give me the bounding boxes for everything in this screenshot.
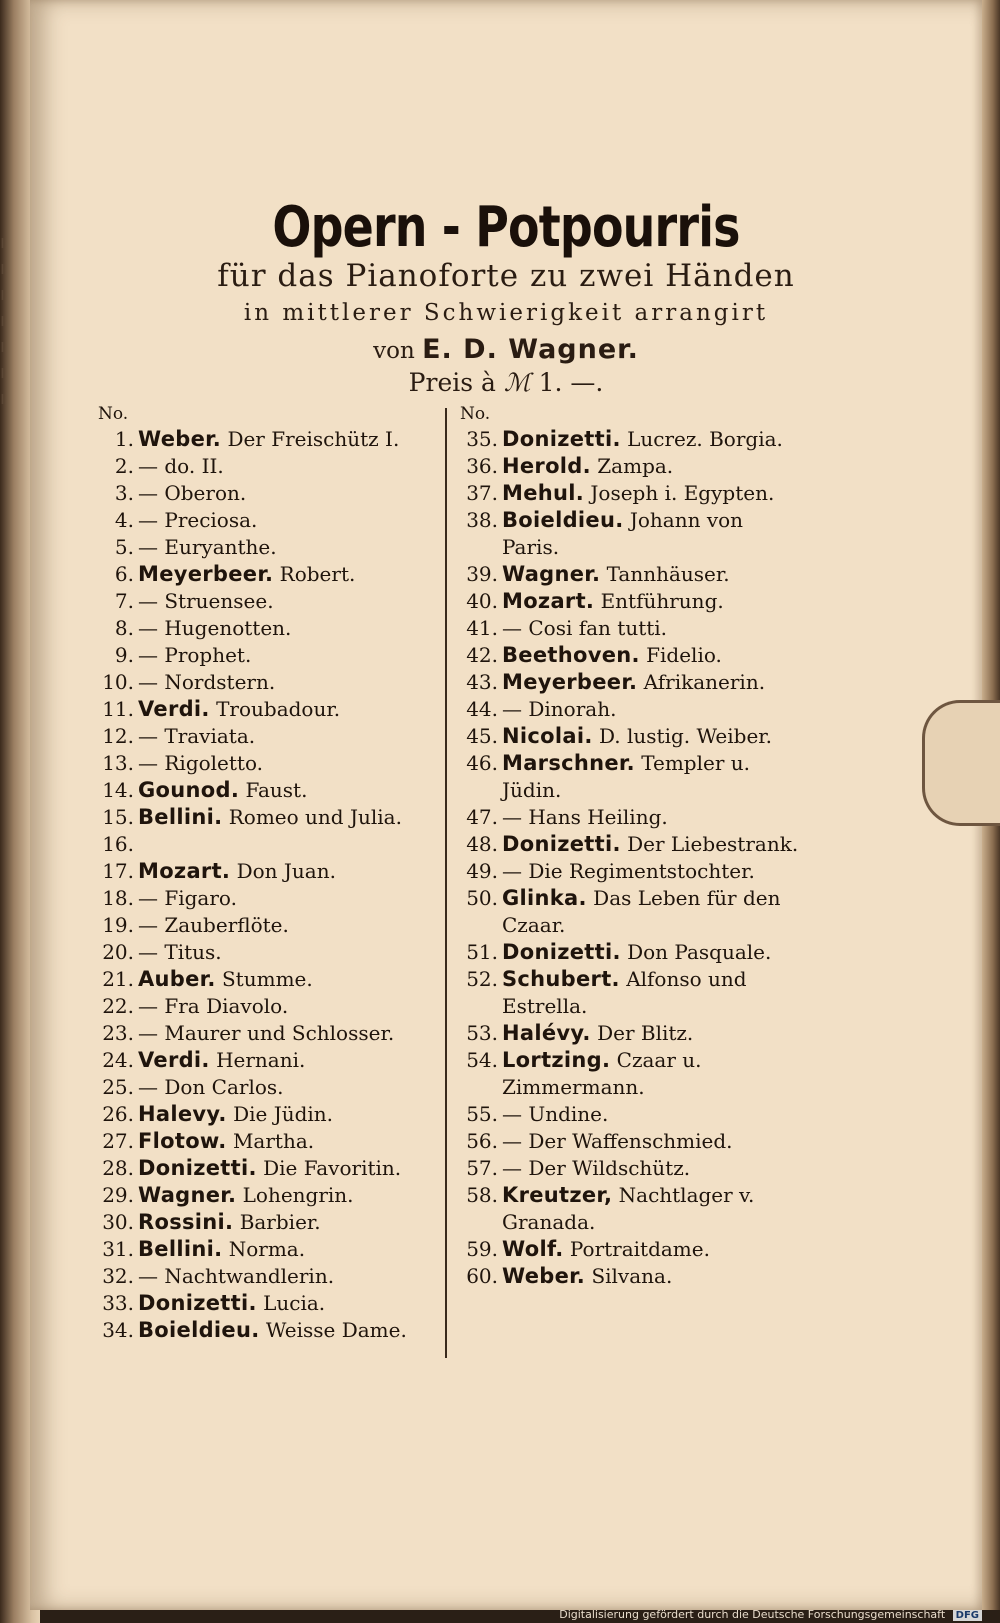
opera-title: — Undine. xyxy=(502,1102,609,1126)
list-item xyxy=(86,1290,441,1317)
list-item xyxy=(86,966,441,993)
opera-title: Robert. xyxy=(279,562,356,586)
composer-name: Mozart. xyxy=(138,859,231,883)
list-item xyxy=(86,1317,441,1344)
list-item xyxy=(86,534,441,561)
entry-text xyxy=(502,1020,800,1047)
entry-text xyxy=(502,1236,800,1263)
list-item xyxy=(86,615,441,642)
entry-number: 49. xyxy=(466,859,498,883)
list-item xyxy=(450,426,800,453)
entry-text xyxy=(502,723,800,750)
list-item xyxy=(86,1047,441,1074)
margin-marks: ı ı ı ı ı ı ı xyxy=(0,232,6,409)
opera-title: — Figaro. xyxy=(138,886,237,910)
composer-name: Verdi. xyxy=(138,1048,210,1072)
book-tab-icon xyxy=(922,700,1000,826)
entry-text xyxy=(138,723,441,750)
list-item xyxy=(450,723,800,750)
list-item xyxy=(86,642,441,669)
composer-name: Meyerbeer. xyxy=(138,562,274,586)
entry-text xyxy=(502,588,800,615)
entry-number: 10. xyxy=(102,670,134,694)
opera-title: Lucrez. Borgia. xyxy=(627,427,783,451)
entry-number: 50. xyxy=(466,886,498,910)
opera-title: — Hugenotten. xyxy=(138,616,292,640)
entry-text xyxy=(138,507,441,534)
opera-title: Barbier. xyxy=(239,1210,321,1234)
opera-title: — Traviata. xyxy=(138,724,256,748)
entry-text xyxy=(502,1155,800,1182)
right-list xyxy=(450,426,800,1290)
entry-number: 47. xyxy=(466,805,498,829)
entry-text xyxy=(138,1209,441,1236)
opera-title: Zampa. xyxy=(597,454,674,478)
list-item xyxy=(86,804,441,831)
entry-text xyxy=(138,966,441,993)
price xyxy=(30,368,982,397)
entry-text xyxy=(138,993,441,1020)
entry-number: 53. xyxy=(466,1021,498,1045)
list-item xyxy=(450,1020,800,1047)
entry-number: 48. xyxy=(466,832,498,856)
list-item xyxy=(86,426,441,453)
entry-number: 32. xyxy=(102,1264,134,1288)
opera-title: Don Juan. xyxy=(236,859,336,883)
entry-number: 56. xyxy=(466,1129,498,1153)
list-item xyxy=(450,858,800,885)
price-prefix: Preis à xyxy=(408,368,496,397)
list-item xyxy=(450,669,800,696)
list-item xyxy=(86,1020,441,1047)
opera-title: Czaar u. Zimmermann. xyxy=(502,1048,702,1099)
list-item xyxy=(86,1236,441,1263)
list-item xyxy=(450,642,800,669)
entry-number: 4. xyxy=(114,508,134,532)
list-item xyxy=(450,1236,800,1263)
entry-text xyxy=(138,1290,441,1317)
list-item xyxy=(86,885,441,912)
list-item xyxy=(450,804,800,831)
opera-title: — Rigoletto. xyxy=(138,751,264,775)
opera-title: D. lustig. Weiber. xyxy=(598,724,772,748)
composer-name: Kreutzer, xyxy=(502,1183,613,1207)
entry-number: 60. xyxy=(466,1264,498,1288)
opera-title: Der Blitz. xyxy=(597,1021,694,1045)
opera-title: Nachtlager v. Granada. xyxy=(502,1183,755,1234)
entry-number: 39. xyxy=(466,562,498,586)
entry-number: 46. xyxy=(466,751,498,775)
opera-title: Don Pasquale. xyxy=(627,940,772,964)
list-item xyxy=(86,696,441,723)
composer-name: Donizetti. xyxy=(502,940,621,964)
opera-title: — Euryanthe. xyxy=(138,535,277,559)
list-item xyxy=(86,1155,441,1182)
entry-text xyxy=(138,696,441,723)
opera-title: Norma. xyxy=(228,1237,306,1261)
opera-title: Das Leben für den Czaar. xyxy=(502,886,781,937)
entry-number: 54. xyxy=(466,1048,498,1072)
composer-name: Marschner. xyxy=(502,751,635,775)
composer-name: Halévy. xyxy=(502,1021,591,1045)
entry-number: 24. xyxy=(102,1048,134,1072)
list-item xyxy=(450,831,800,858)
entry-text xyxy=(138,939,441,966)
list-item xyxy=(86,1263,441,1290)
footer-text: Digitalisierung gefördert durch die Deutsche Forschungsgemeinschaft xyxy=(559,1608,946,1621)
entry-number: 12. xyxy=(102,724,134,748)
list-item xyxy=(86,507,441,534)
entry-number: 5. xyxy=(114,535,134,559)
composer-name: Halevy. xyxy=(138,1102,227,1126)
entry-text xyxy=(502,1128,800,1155)
entry-number: 20. xyxy=(102,940,134,964)
entry-number: 14. xyxy=(102,778,134,802)
opera-title: Joseph i. Egypten. xyxy=(590,481,775,505)
opera-title: — Cosi fan tutti. xyxy=(502,616,668,640)
entry-text xyxy=(138,1317,441,1344)
list-item xyxy=(450,939,800,966)
list-item xyxy=(450,480,800,507)
opera-title: — Der Wildschütz. xyxy=(502,1156,691,1180)
entry-text xyxy=(138,480,441,507)
composer-name: Nicolai. xyxy=(502,724,593,748)
entry-number: 23. xyxy=(102,1021,134,1045)
entry-text xyxy=(502,507,800,561)
entry-number: 38. xyxy=(466,508,498,532)
list-item xyxy=(450,750,800,804)
list-item xyxy=(450,885,800,939)
composer-name: Schubert. xyxy=(502,967,620,991)
entry-number: 55. xyxy=(466,1102,498,1126)
composer-name: Donizetti. xyxy=(502,427,621,451)
entry-number: 45. xyxy=(466,724,498,748)
composer-name: Wagner. xyxy=(502,562,601,586)
entry-number: 59. xyxy=(466,1237,498,1261)
entry-text xyxy=(502,1182,800,1236)
list-item xyxy=(450,561,800,588)
byline xyxy=(30,334,982,365)
opera-title: Entführung. xyxy=(600,589,724,613)
entry-text xyxy=(138,777,441,804)
opera-title: — Don Carlos. xyxy=(138,1075,284,1099)
entry-number: 58. xyxy=(466,1183,498,1207)
opera-title: — do. II. xyxy=(138,454,224,478)
composer-name: Weber. xyxy=(138,427,222,451)
list-item xyxy=(450,696,800,723)
opera-title: Der Liebestrank. xyxy=(627,832,799,856)
entry-number: 1. xyxy=(114,427,134,451)
entry-text xyxy=(138,1101,441,1128)
list-item xyxy=(86,777,441,804)
opera-title: Johann von Paris. xyxy=(502,508,744,559)
list-item xyxy=(86,1209,441,1236)
column-header-no: No. xyxy=(460,404,491,424)
subtitle-arrangement: in mittlerer Schwierigkeit arrangirt xyxy=(243,300,769,326)
entry-text xyxy=(502,1101,800,1128)
entry-text xyxy=(502,858,800,885)
entry-text xyxy=(502,939,800,966)
opera-title: — Preciosa. xyxy=(138,508,258,532)
list-item xyxy=(450,1182,800,1236)
entry-number: 34. xyxy=(102,1318,134,1342)
entry-text xyxy=(502,831,800,858)
composer-name: Herold. xyxy=(502,454,591,478)
entry-text xyxy=(502,1263,800,1290)
entry-text xyxy=(138,534,441,561)
entry-number: 27. xyxy=(102,1129,134,1153)
entry-number: 57. xyxy=(466,1156,498,1180)
entry-number: 36. xyxy=(466,454,498,478)
entry-text xyxy=(138,831,441,858)
entry-text xyxy=(502,642,800,669)
list-item xyxy=(450,453,800,480)
entry-text xyxy=(138,642,441,669)
left-column xyxy=(86,402,441,1344)
price-value: 1. —. xyxy=(538,368,604,397)
composer-name: Bellini. xyxy=(138,805,223,829)
entry-number: 40. xyxy=(466,589,498,613)
entry-text xyxy=(502,750,800,804)
entry-number: 41. xyxy=(466,616,498,640)
entry-text xyxy=(138,1047,441,1074)
opera-title: Romeo und Julia. xyxy=(228,805,402,829)
list-item xyxy=(86,1101,441,1128)
list-item xyxy=(86,1074,441,1101)
opera-title: Hernani. xyxy=(216,1048,306,1072)
entry-text xyxy=(138,588,441,615)
opera-title: — Hans Heiling. xyxy=(502,805,668,829)
right-column xyxy=(450,402,800,1290)
composer-name: Donizetti. xyxy=(138,1156,257,1180)
entry-text xyxy=(502,966,800,1020)
entry-number: 13. xyxy=(102,751,134,775)
entry-text xyxy=(138,858,441,885)
entry-number: 15. xyxy=(102,805,134,829)
footer-credit xyxy=(559,1608,982,1621)
opera-title: — Prophet. xyxy=(138,643,252,667)
entry-number: 21. xyxy=(102,967,134,991)
entry-number: 51. xyxy=(466,940,498,964)
entry-text xyxy=(502,1047,800,1101)
composer-name: Wagner. xyxy=(138,1183,237,1207)
opera-title: Weisse Dame. xyxy=(265,1318,407,1342)
opera-title: Troubadour. xyxy=(216,697,341,721)
opera-title: — Zauberflöte. xyxy=(138,913,289,937)
left-list xyxy=(86,426,441,1344)
list-item xyxy=(86,1128,441,1155)
list-item xyxy=(450,1128,800,1155)
opera-title: Die Jüdin. xyxy=(233,1102,334,1126)
opera-title: — Nachtwandlerin. xyxy=(138,1264,335,1288)
entry-text xyxy=(138,750,441,777)
entry-number: 29. xyxy=(102,1183,134,1207)
entry-number: 22. xyxy=(102,994,134,1018)
entry-text xyxy=(138,1020,441,1047)
opera-title: — Struensee. xyxy=(138,589,274,613)
column-divider xyxy=(445,408,447,1358)
entry-number: 6. xyxy=(114,562,134,586)
list-item xyxy=(450,615,800,642)
entry-text xyxy=(502,696,800,723)
composer-name: Beethoven. xyxy=(502,643,640,667)
opera-title: Alfonso und Estrella. xyxy=(502,967,747,1018)
page-title: Opern - Potpourris xyxy=(272,195,740,260)
entry-number: 2. xyxy=(114,454,134,478)
opera-title: — Titus. xyxy=(138,940,222,964)
entry-number: 33. xyxy=(102,1291,134,1315)
composer-name: Mozart. xyxy=(502,589,595,613)
entry-number: 17. xyxy=(102,859,134,883)
composer-name: Mehul. xyxy=(502,481,585,505)
entry-text xyxy=(138,426,441,453)
opera-title: Afrikanerin. xyxy=(643,670,766,694)
entry-number: 25. xyxy=(102,1075,134,1099)
opera-title: — Dinorah. xyxy=(502,697,617,721)
entry-number: 16. xyxy=(102,832,134,856)
entry-number: 42. xyxy=(466,643,498,667)
entry-text xyxy=(138,1128,441,1155)
list-item xyxy=(450,1047,800,1101)
list-item xyxy=(450,1263,800,1290)
entry-number: 43. xyxy=(466,670,498,694)
entry-text xyxy=(138,1236,441,1263)
entry-number: 11. xyxy=(102,697,134,721)
entry-text xyxy=(138,669,441,696)
entry-number: 35. xyxy=(466,427,498,451)
entry-text xyxy=(138,453,441,480)
list-item xyxy=(86,669,441,696)
list-item xyxy=(86,480,441,507)
list-item xyxy=(86,858,441,885)
opera-title: — Nordstern. xyxy=(138,670,276,694)
entry-text xyxy=(502,615,800,642)
entry-number: 8. xyxy=(114,616,134,640)
composer-name: Boieldieu. xyxy=(502,508,624,532)
list-item xyxy=(86,723,441,750)
entry-text xyxy=(502,426,800,453)
entry-number: 18. xyxy=(102,886,134,910)
opera-title: Portraitdame. xyxy=(569,1237,710,1261)
composer-name: Wolf. xyxy=(502,1237,564,1261)
opera-title: Lohengrin. xyxy=(242,1183,354,1207)
composer-name: Gounod. xyxy=(138,778,240,802)
entry-text xyxy=(138,1074,441,1101)
list-item xyxy=(86,1182,441,1209)
entry-text xyxy=(502,561,800,588)
entry-text xyxy=(138,1182,441,1209)
opera-title: Martha. xyxy=(232,1129,315,1153)
opera-title: Tannhäuser. xyxy=(606,562,730,586)
opera-title: — Oberon. xyxy=(138,481,247,505)
entry-number: 28. xyxy=(102,1156,134,1180)
opera-title: Silvana. xyxy=(591,1264,673,1288)
entry-text xyxy=(138,561,441,588)
composer-name: Rossini. xyxy=(138,1210,234,1234)
entry-number: 37. xyxy=(466,481,498,505)
opera-title: — Die Regimentstochter. xyxy=(502,859,755,883)
entry-text xyxy=(502,453,800,480)
opera-title: Lucia. xyxy=(263,1291,326,1315)
entry-text xyxy=(502,669,800,696)
entry-text xyxy=(138,1263,441,1290)
arranger-name: E. D. Wagner. xyxy=(422,334,639,365)
composer-name: Flotow. xyxy=(138,1129,227,1153)
entry-number: 7. xyxy=(114,589,134,613)
composer-name: Bellini. xyxy=(138,1237,223,1261)
subtitle: für das Pianoforte zu zwei Händen xyxy=(217,258,795,294)
list-item xyxy=(450,588,800,615)
list-item xyxy=(86,831,441,858)
entry-number: 30. xyxy=(102,1210,134,1234)
list-item xyxy=(86,588,441,615)
list-item xyxy=(86,750,441,777)
list-item xyxy=(450,1101,800,1128)
composer-name: Boieldieu. xyxy=(138,1318,260,1342)
opera-title: — Der Waffenschmied. xyxy=(502,1129,733,1153)
entry-text xyxy=(138,885,441,912)
list-item xyxy=(450,966,800,1020)
entry-text xyxy=(138,615,441,642)
opera-title: Der Freischütz I. xyxy=(227,427,400,451)
dfg-logo: DFG xyxy=(953,1610,982,1621)
composer-name: Donizetti. xyxy=(138,1291,257,1315)
list-item xyxy=(86,453,441,480)
list-item xyxy=(86,561,441,588)
entry-number: 3. xyxy=(114,481,134,505)
list-item xyxy=(450,1155,800,1182)
entry-number: 31. xyxy=(102,1237,134,1261)
opera-title: Die Favoritin. xyxy=(263,1156,402,1180)
opera-title: Faust. xyxy=(245,778,308,802)
composer-name: Glinka. xyxy=(502,886,587,910)
composer-name: Meyerbeer. xyxy=(502,670,638,694)
composer-name: Lortzing. xyxy=(502,1048,611,1072)
entry-text xyxy=(502,480,800,507)
list-item xyxy=(86,993,441,1020)
entry-text xyxy=(138,1155,441,1182)
entry-text xyxy=(502,804,800,831)
opera-title: Templer u. Jüdin. xyxy=(502,751,750,802)
opera-title: — Fra Diavolo. xyxy=(138,994,289,1018)
composer-name: Verdi. xyxy=(138,697,210,721)
list-item xyxy=(86,939,441,966)
composer-name: Donizetti. xyxy=(502,832,621,856)
entry-number: 26. xyxy=(102,1102,134,1126)
entry-text xyxy=(138,912,441,939)
entry-text xyxy=(138,804,441,831)
entry-number: 9. xyxy=(114,643,134,667)
price-currency: ℳ xyxy=(503,368,531,397)
list-item xyxy=(450,507,800,561)
entry-number: 44. xyxy=(466,697,498,721)
byline-prefix: von xyxy=(373,338,415,364)
opera-title: — Maurer und Schlosser. xyxy=(138,1021,395,1045)
opera-title: Fidelio. xyxy=(646,643,722,667)
list-item xyxy=(86,912,441,939)
composer-name: Weber. xyxy=(502,1264,586,1288)
entry-number: 52. xyxy=(466,967,498,991)
opera-title: Stumme. xyxy=(221,967,313,991)
entry-text xyxy=(502,885,800,939)
composer-name: Auber. xyxy=(138,967,216,991)
column-header-no: No. xyxy=(98,404,129,424)
entry-number: 19. xyxy=(102,913,134,937)
